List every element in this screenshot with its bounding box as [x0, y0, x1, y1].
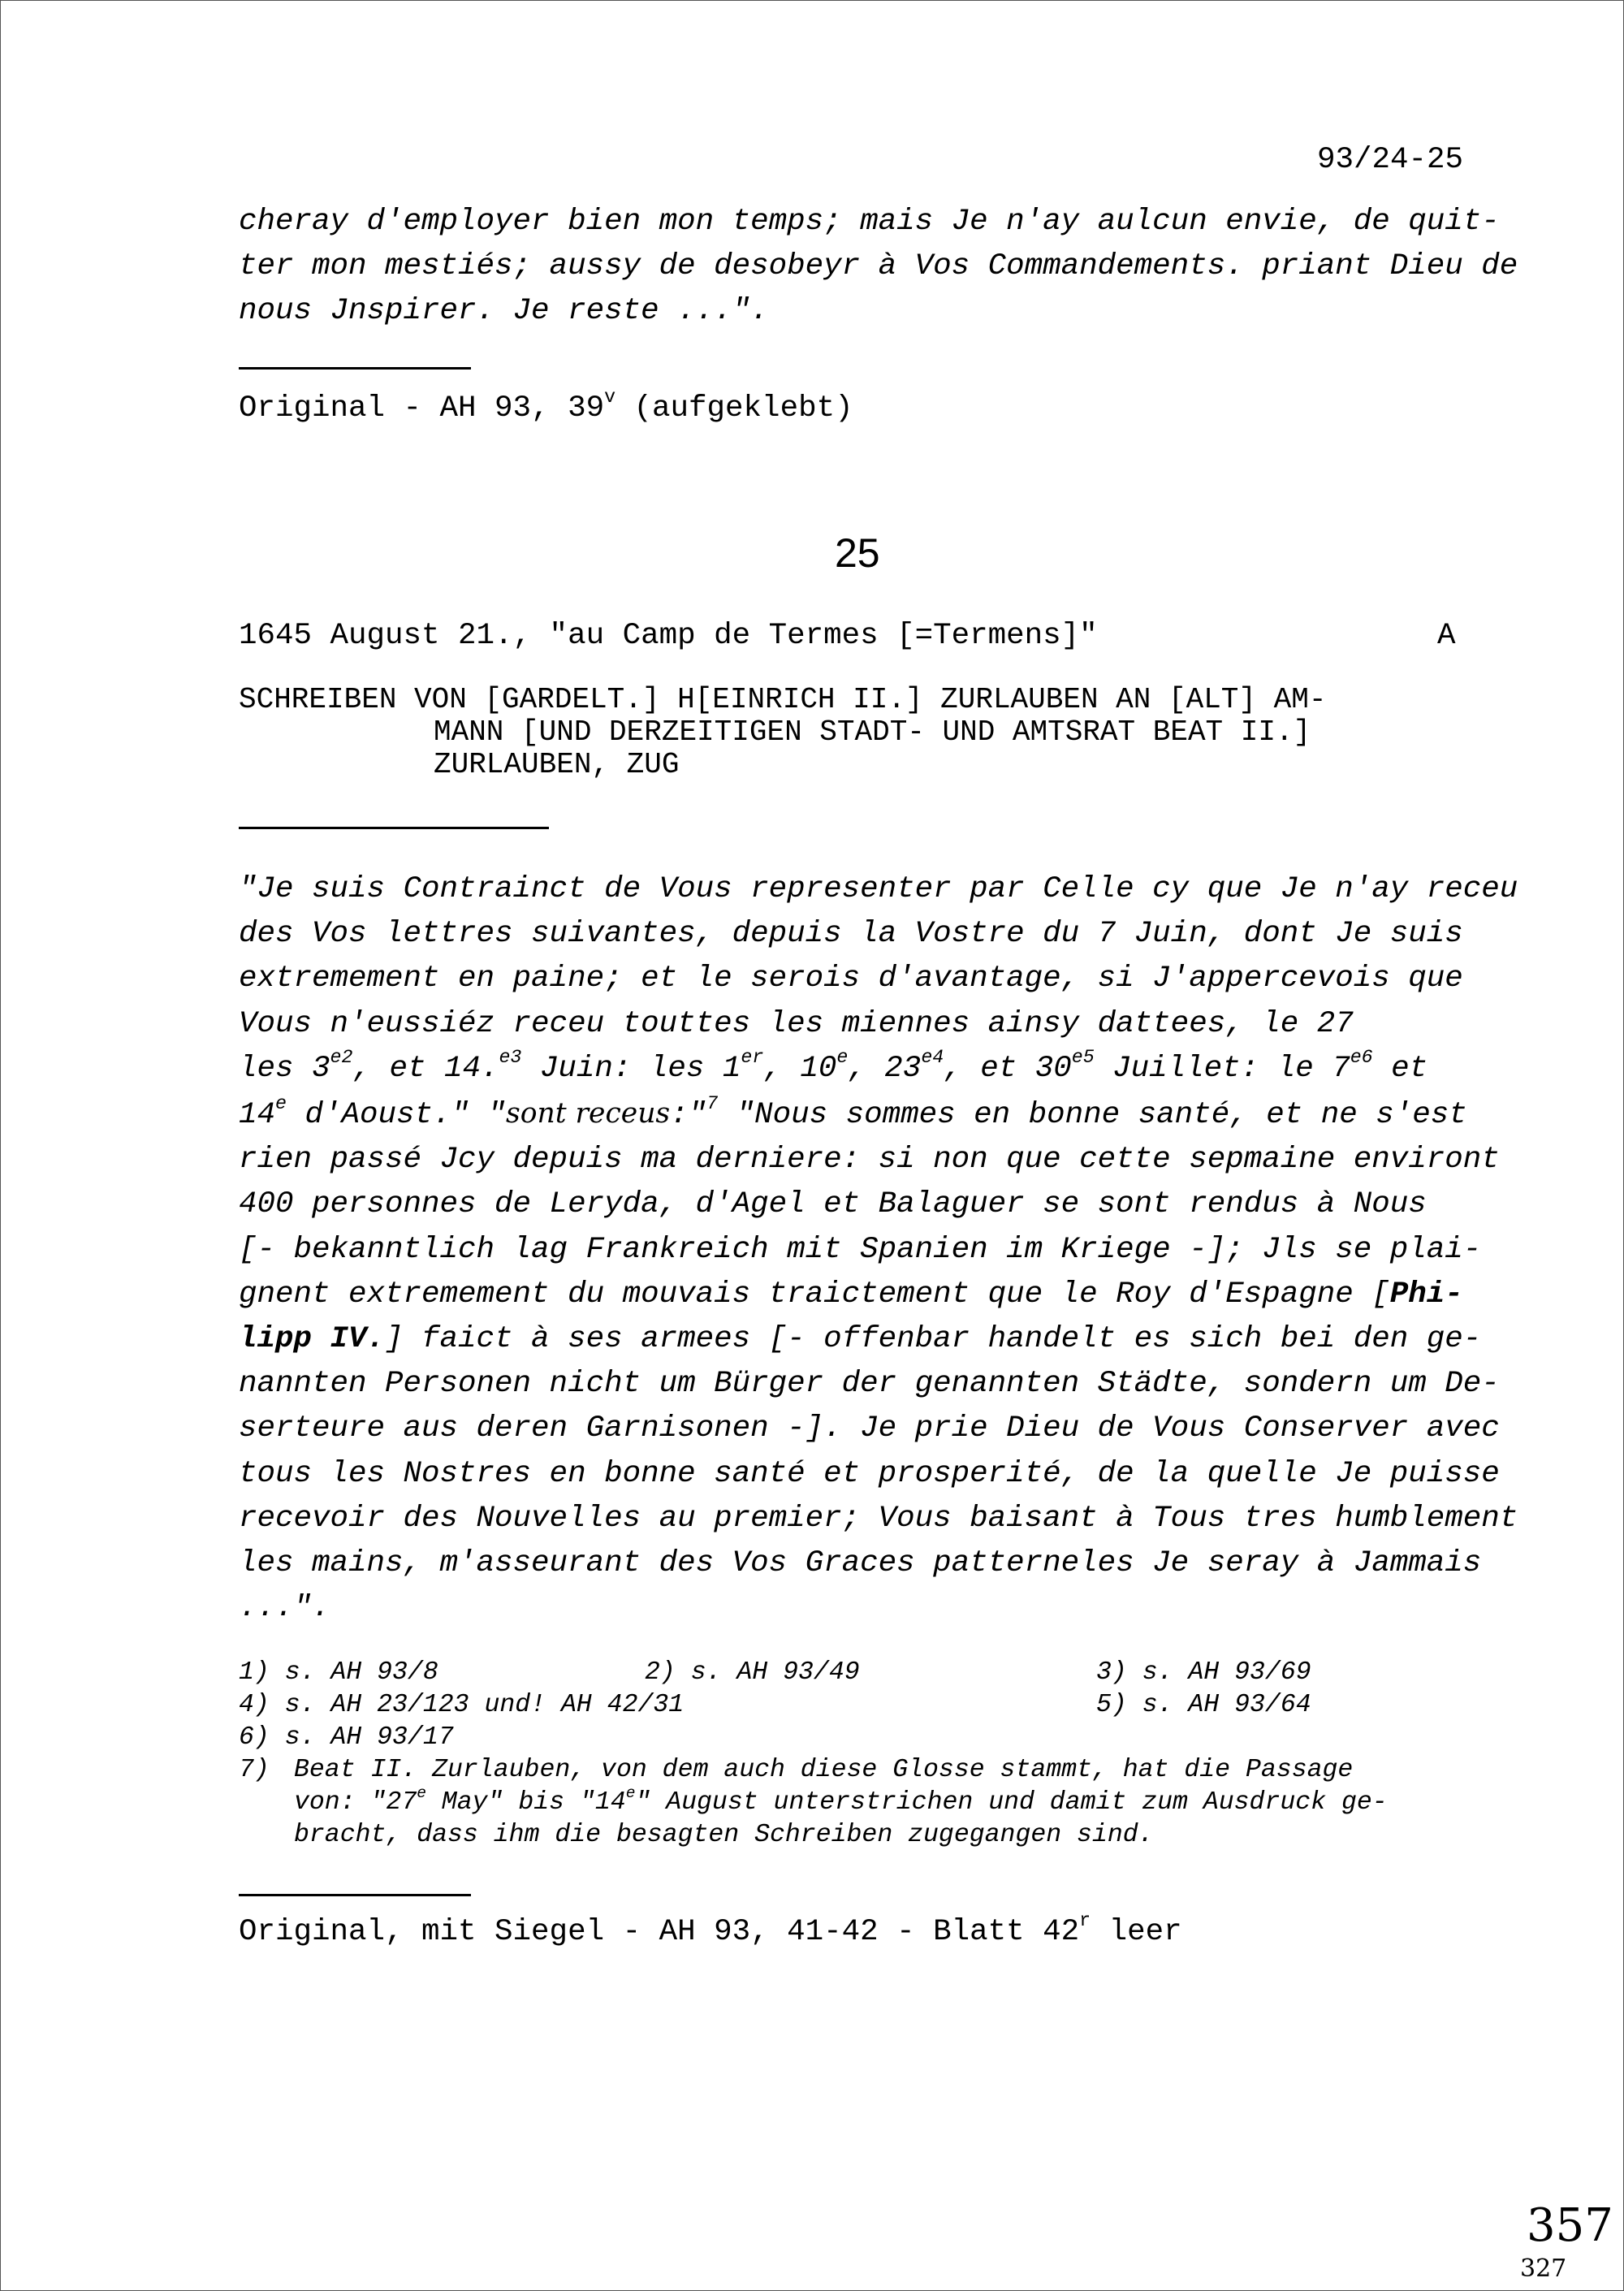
- footnote-7-line: bracht, dass ihm die besagten Schreiben zugegangen sind.: [294, 1821, 1154, 1849]
- continuation-line: cheray d'employer bien mon temps; mais Je n'ay aulcun envie, de quit-: [239, 205, 1500, 239]
- heading-line: SCHREIBEN VON [GARDELT.] H[EINRICH II.] ZURLAUBEN AN [ALT] AM-: [239, 683, 1327, 716]
- document-number: 25: [835, 530, 880, 576]
- body-line: tous les Nostres en bonne santé et prosperité, de la quelle Je puisse: [239, 1456, 1500, 1491]
- heading-line: ZURLAUBEN, ZUG: [434, 748, 680, 781]
- footnote-6: 6) s. AH 93/17: [239, 1723, 454, 1752]
- body-line: Vous n'eussiéz receu touttes les miennes ainsy dattees, le 27: [239, 1006, 1354, 1041]
- footnote-7-line: von: "27e May" bis "14e" August unterstrichen und damit zum Ausdruck ge-: [294, 1783, 1388, 1817]
- body-line: 14e d'Aoust." "sont receus:"$^7$ "Nous sommes en bonne santé, et ne s'est: [239, 1093, 1467, 1133]
- body-line: [- bekanntlich lag Frankreich mit Spanien im Kriege -]; Jls se plai-: [239, 1232, 1482, 1267]
- footnote-1: 1) s. AH 93/8: [239, 1658, 438, 1687]
- continuation-text: [239, 200, 1518, 334]
- body-line: des Vos lettres suivantes, depuis la Vostre du 7 Juin, dont Je suis: [239, 917, 1463, 952]
- body-line: "Je suis Contrainct de Vous representer par Celle cy que Je n'ay receu: [239, 872, 1518, 906]
- body-line: recevoir des Nouvelles au premier; Vous baisant à Tous tres humblement: [239, 1501, 1518, 1536]
- folio-number-handwritten: 357: [1527, 2199, 1613, 2252]
- document-heading: [239, 684, 1326, 781]
- date-line: 1645 August 21., "au Camp de Termes [=Termens]": [239, 619, 1098, 653]
- footnote-4: 4) s. AH 23/123 und! AH 42/31: [239, 1691, 685, 1719]
- document-type-letter: A: [1437, 619, 1456, 653]
- footnote-7-number: 7): [239, 1756, 270, 1784]
- body-line: serteure aus deren Garnisonen -]. Je prie Dieu de Vous Conserver avec: [239, 1411, 1500, 1446]
- heading-line: MANN [UND DERZEITIGEN STADT- UND AMTSRAT BEAT II.]: [434, 715, 1311, 749]
- body-line: extremement en paine; et le serois d'avantage, si J'appercevois que: [239, 962, 1463, 996]
- footnote-3: 3) s. AH 93/69: [1096, 1658, 1311, 1687]
- page-reference: 93/24-25: [1317, 143, 1464, 177]
- divider: [239, 827, 549, 829]
- body-line: les $3^{e2}$, et 14.$^{e3}$ Juin: les 1er, 10e, $23^{e4}$, et $30^{e5}$ Juillet: le $7^{e6}$ et: [239, 1046, 1428, 1086]
- body-line: rien passé Jcy depuis ma derniere: si non que cette sepmaine environt: [239, 1143, 1500, 1178]
- continuation-line: ter mon mestiés; aussy de desobeyr à Vos Commandements. priant Dieu de: [239, 249, 1518, 283]
- footnote-5: 5) s. AH 93/64: [1096, 1691, 1311, 1719]
- continuation-line: nous Jnspirer. Je reste ...".: [239, 294, 769, 328]
- body-line: 400 personnes de Leryda, d'Agel et Balaguer se sont rendus à Nous: [239, 1187, 1427, 1222]
- handwritten-glosse: sont receus: [506, 1097, 671, 1130]
- letter-body: [239, 867, 1518, 1631]
- folio-number-handwritten-small: 327: [1520, 2254, 1567, 2283]
- body-line: lipp IV.] faict à ses armees [- offenbar handelt es sich bei den ge-: [239, 1322, 1482, 1357]
- divider: [239, 1894, 471, 1896]
- footnote-2: 2) s. AH 93/49: [645, 1658, 860, 1687]
- body-line: les mains, m'asseurant des Vos Graces patterneles Je seray à Jammais: [239, 1546, 1482, 1581]
- body-line: gnent extremement du mouvais traictement que le Roy d'Espagne [Phi-: [239, 1277, 1463, 1312]
- source-note-2: Original, mit Siegel - AH 93, 41-42 - Blatt 42$^r$ leer: [239, 1910, 1182, 1949]
- body-line: nannten Personen nicht um Bürger der genannten Städte, sondern um De-: [239, 1367, 1500, 1402]
- footnote-7-line: Beat II. Zurlauben, von dem auch diese Glosse stammt, hat die Passage: [294, 1756, 1354, 1784]
- source-note-1: Original - AH 93, 39$^v$ (aufgeklebt): [239, 387, 853, 426]
- divider: [239, 367, 471, 370]
- body-line: ...".: [239, 1591, 330, 1626]
